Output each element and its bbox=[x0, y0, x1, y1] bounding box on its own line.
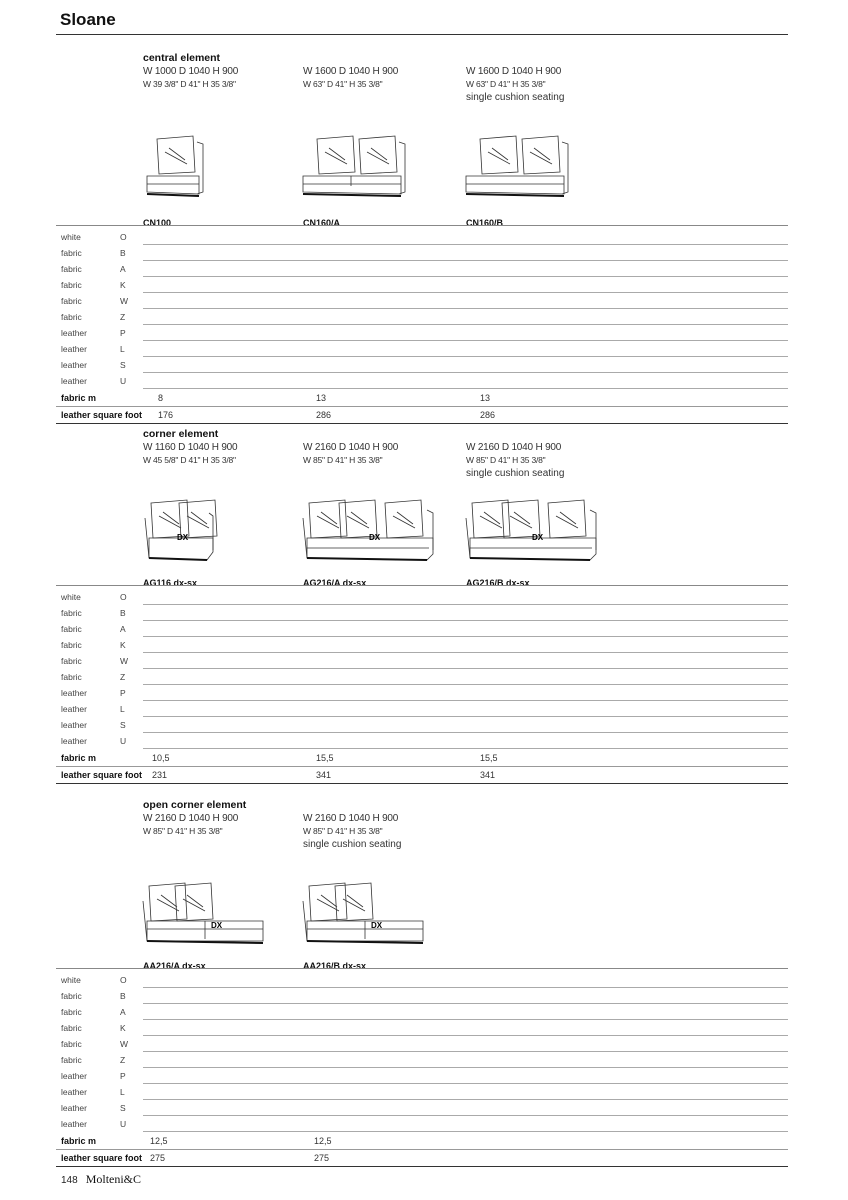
product-image bbox=[462, 124, 602, 209]
price-row bbox=[0, 988, 848, 1004]
price-category: Z bbox=[120, 1055, 126, 1065]
brand-logo: Molteni&C bbox=[85, 1172, 142, 1186]
product-note: single cushion seating bbox=[303, 839, 402, 850]
price-category: K bbox=[120, 640, 126, 650]
price-row bbox=[0, 1004, 848, 1020]
leather-quantity-value: 275 bbox=[314, 1153, 330, 1163]
footer bbox=[61, 1172, 141, 1187]
material-label: fabric bbox=[61, 640, 82, 650]
price-category: A bbox=[120, 1007, 126, 1017]
fabric-quantity-value: 15,5 bbox=[316, 753, 334, 763]
price-category: O bbox=[120, 232, 127, 242]
price-category: L bbox=[120, 1087, 125, 1097]
product-code: CN160/A bbox=[303, 218, 341, 228]
fabric-quantity-value: 15,5 bbox=[480, 753, 498, 763]
material-label: leather bbox=[61, 736, 87, 746]
material-label: fabric bbox=[61, 656, 82, 666]
price-category: P bbox=[120, 688, 126, 698]
price-row bbox=[0, 341, 848, 357]
product-code: AA216/B dx-sx bbox=[303, 961, 367, 971]
price-category: P bbox=[120, 328, 126, 338]
title-rule bbox=[56, 34, 788, 35]
price-category: S bbox=[120, 360, 126, 370]
product-code: AA216/A dx-sx bbox=[143, 961, 206, 971]
price-category: L bbox=[120, 704, 125, 714]
dx-label: DX bbox=[211, 921, 223, 930]
quantity-label: leather square foot bbox=[61, 1153, 143, 1163]
price-category: W bbox=[120, 656, 129, 666]
price-row bbox=[0, 1084, 848, 1100]
price-row bbox=[0, 669, 848, 685]
price-category: U bbox=[120, 736, 127, 746]
price-category: U bbox=[120, 1119, 127, 1129]
product-spec bbox=[303, 812, 463, 851]
dimensions-mm: W 2160 D 1040 H 900 bbox=[303, 813, 399, 824]
product-image bbox=[139, 488, 219, 573]
fabric-quantity-row bbox=[0, 1133, 848, 1150]
price-row bbox=[0, 277, 848, 293]
product-note: single cushion seating bbox=[466, 468, 565, 479]
price-row bbox=[0, 685, 848, 701]
price-row bbox=[0, 717, 848, 733]
product-image bbox=[299, 488, 439, 573]
material-label: leather bbox=[61, 720, 87, 730]
product-spec bbox=[143, 52, 303, 91]
price-row bbox=[0, 637, 848, 653]
price-category: A bbox=[120, 264, 126, 274]
material-label: leather bbox=[61, 1071, 87, 1081]
leather-quantity-value: 231 bbox=[152, 770, 168, 780]
product-image bbox=[462, 488, 602, 573]
product-code: AG116 dx-sx bbox=[143, 578, 198, 588]
dx-label: DX bbox=[369, 533, 381, 542]
dimensions-in: W 85" D 41" H 35 3/8" bbox=[303, 455, 383, 465]
material-label: white bbox=[61, 975, 81, 985]
material-label: leather bbox=[61, 688, 87, 698]
dimensions-mm: W 1600 D 1040 H 900 bbox=[466, 66, 562, 77]
fabric-quantity-row bbox=[0, 750, 848, 767]
price-row bbox=[0, 261, 848, 277]
dimensions-mm: W 2160 D 1040 H 900 bbox=[303, 442, 399, 453]
price-row bbox=[0, 1020, 848, 1036]
dimensions-in: W 39 3/8" D 41" H 35 3/8" bbox=[143, 79, 236, 89]
section-rule bbox=[56, 225, 788, 226]
price-category: O bbox=[120, 975, 127, 985]
quantity-label: fabric m bbox=[61, 393, 97, 403]
material-label: leather bbox=[61, 1119, 87, 1129]
price-category: L bbox=[120, 344, 125, 354]
section-title: central element bbox=[143, 52, 221, 64]
section-rule bbox=[56, 968, 788, 969]
price-category: B bbox=[120, 248, 126, 258]
quantity-label: leather square foot bbox=[61, 410, 143, 420]
product-code: AG216/A dx-sx bbox=[303, 578, 367, 588]
material-label: leather bbox=[61, 376, 87, 386]
material-label: leather bbox=[61, 1087, 87, 1097]
leather-quantity-value: 176 bbox=[158, 410, 174, 420]
fabric-quantity-value: 13 bbox=[480, 393, 491, 403]
product-code: CN160/B bbox=[466, 218, 504, 228]
price-row bbox=[0, 1052, 848, 1068]
price-row bbox=[0, 653, 848, 669]
price-category: U bbox=[120, 376, 127, 386]
price-row bbox=[0, 325, 848, 341]
page-number: 148 bbox=[61, 1175, 78, 1186]
leather-quantity-row bbox=[0, 1150, 848, 1167]
product-spec bbox=[466, 441, 626, 480]
leather-quantity-value: 341 bbox=[480, 770, 496, 780]
leather-quantity-value: 341 bbox=[316, 770, 332, 780]
product-image bbox=[299, 871, 429, 956]
sofa-drawing bbox=[139, 488, 219, 568]
material-label: leather bbox=[61, 704, 87, 714]
material-label: leather bbox=[61, 344, 87, 354]
dimensions-in: W 85" D 41" H 35 3/8" bbox=[143, 826, 223, 836]
product-note: single cushion seating bbox=[466, 92, 565, 103]
price-category: A bbox=[120, 624, 126, 634]
dx-label: DX bbox=[177, 533, 189, 542]
price-row bbox=[0, 701, 848, 717]
dimensions-mm: W 1160 D 1040 H 900 bbox=[143, 442, 238, 453]
quantity-label: fabric m bbox=[61, 753, 97, 763]
material-label: white bbox=[61, 592, 81, 602]
dimensions-mm: W 2160 D 1040 H 900 bbox=[143, 813, 239, 824]
price-category: W bbox=[120, 1039, 129, 1049]
product-image bbox=[299, 124, 439, 209]
fabric-quantity-value: 12,5 bbox=[150, 1136, 168, 1146]
price-category: B bbox=[120, 991, 126, 1001]
price-row bbox=[0, 373, 848, 389]
material-label: fabric bbox=[61, 264, 82, 274]
price-category: S bbox=[120, 1103, 126, 1113]
section-rule bbox=[56, 585, 788, 586]
price-category: P bbox=[120, 1071, 126, 1081]
fabric-quantity-value: 13 bbox=[316, 393, 327, 403]
dx-label: DX bbox=[532, 533, 544, 542]
price-row bbox=[0, 972, 848, 988]
product-spec bbox=[466, 65, 626, 104]
material-label: fabric bbox=[61, 991, 82, 1001]
price-category: W bbox=[120, 296, 129, 306]
section-title: corner element bbox=[143, 428, 219, 440]
material-label: fabric bbox=[61, 312, 82, 322]
fabric-quantity-value: 10,5 bbox=[152, 753, 170, 763]
material-label: fabric bbox=[61, 248, 82, 258]
page-title: Sloane bbox=[60, 10, 116, 29]
dimensions-in: W 45 5/8" D 41" H 35 3/8" bbox=[143, 455, 236, 465]
fabric-quantity-value: 12,5 bbox=[314, 1136, 332, 1146]
product-image bbox=[139, 124, 219, 209]
row-line bbox=[56, 783, 788, 784]
fabric-quantity-value: 8 bbox=[158, 393, 164, 403]
material-label: leather bbox=[61, 1103, 87, 1113]
price-category: K bbox=[120, 280, 126, 290]
price-row bbox=[0, 605, 848, 621]
leather-quantity-value: 286 bbox=[316, 410, 332, 420]
price-row bbox=[0, 733, 848, 749]
fabric-quantity-row bbox=[0, 390, 848, 407]
price-row bbox=[0, 1036, 848, 1052]
material-label: fabric bbox=[61, 624, 82, 634]
price-row bbox=[0, 357, 848, 373]
product-spec bbox=[303, 65, 463, 91]
material-label: leather bbox=[61, 328, 87, 338]
price-row bbox=[0, 1116, 848, 1132]
dimensions-in: W 63" D 41" H 35 3/8" bbox=[466, 79, 546, 89]
material-label: leather bbox=[61, 360, 87, 370]
sofa-drawing bbox=[462, 124, 602, 204]
product-spec bbox=[303, 441, 463, 467]
product-code: CN100 bbox=[143, 218, 172, 228]
row-line bbox=[143, 748, 788, 749]
price-row bbox=[0, 1068, 848, 1084]
sofa-drawing bbox=[462, 488, 602, 568]
row-line bbox=[143, 1131, 788, 1132]
material-label: fabric bbox=[61, 1055, 82, 1065]
price-row bbox=[0, 621, 848, 637]
sofa-drawing bbox=[299, 871, 429, 951]
material-label: white bbox=[61, 232, 81, 242]
material-label: fabric bbox=[61, 1039, 82, 1049]
section-title: open corner element bbox=[143, 799, 247, 811]
sofa-drawing bbox=[299, 488, 439, 568]
product-spec bbox=[143, 428, 303, 467]
price-category: Z bbox=[120, 672, 126, 682]
dimensions-in: W 63" D 41" H 35 3/8" bbox=[303, 79, 383, 89]
dimensions-mm: W 1000 D 1040 H 900 bbox=[143, 66, 239, 77]
dimensions-mm: W 2160 D 1040 H 900 bbox=[466, 442, 562, 453]
price-row bbox=[0, 309, 848, 325]
dx-label: DX bbox=[371, 921, 383, 930]
material-label: fabric bbox=[61, 296, 82, 306]
sofa-drawing bbox=[299, 124, 439, 204]
dimensions-in: W 85" D 41" H 35 3/8" bbox=[466, 455, 546, 465]
leather-quantity-row bbox=[0, 767, 848, 784]
material-label: fabric bbox=[61, 1007, 82, 1017]
price-row bbox=[0, 589, 848, 605]
row-line bbox=[143, 388, 788, 389]
quantity-label: fabric m bbox=[61, 1136, 97, 1146]
price-category: B bbox=[120, 608, 126, 618]
price-category: Z bbox=[120, 312, 126, 322]
material-label: fabric bbox=[61, 1023, 82, 1033]
price-category: S bbox=[120, 720, 126, 730]
dimensions-in: W 85" D 41" H 35 3/8" bbox=[303, 826, 383, 836]
leather-quantity-value: 275 bbox=[150, 1153, 166, 1163]
product-spec bbox=[143, 799, 303, 838]
material-label: fabric bbox=[61, 608, 82, 618]
row-line bbox=[56, 423, 788, 424]
price-category: K bbox=[120, 1023, 126, 1033]
price-row bbox=[0, 229, 848, 245]
leather-quantity-value: 286 bbox=[480, 410, 496, 420]
leather-quantity-row bbox=[0, 407, 848, 424]
product-image bbox=[139, 871, 269, 956]
price-row bbox=[0, 1100, 848, 1116]
material-label: fabric bbox=[61, 672, 82, 682]
sofa-drawing bbox=[139, 871, 269, 951]
sofa-drawing bbox=[139, 124, 219, 204]
product-code: AG216/B dx-sx bbox=[466, 578, 530, 588]
price-category: O bbox=[120, 592, 127, 602]
material-label: fabric bbox=[61, 280, 82, 290]
price-row bbox=[0, 293, 848, 309]
row-line bbox=[56, 1166, 788, 1167]
dimensions-mm: W 1600 D 1040 H 900 bbox=[303, 66, 399, 77]
price-row bbox=[0, 245, 848, 261]
quantity-label: leather square foot bbox=[61, 770, 143, 780]
